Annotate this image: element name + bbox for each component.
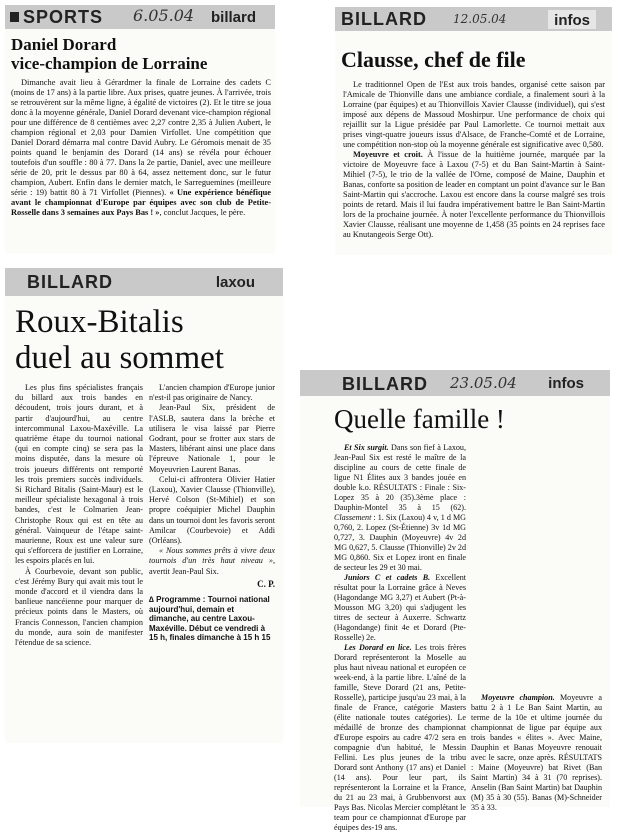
paragraph-lead: Moyeuvre et croit. [353,150,423,159]
section-band [300,370,610,396]
section-tag: infos [548,375,584,392]
section-band [5,5,275,29]
paragraph-4: Jean-Paul Six, président de l'ASLB, sautera dans la brèche et utilisera le visa laissé par Pierre Godrant, pour se frotter aux stars de Masters, libérant ainsi une place dans l'épreuve Nationale 1, pour le Moyeuvrien Laurent Banas. [149,403,275,474]
signature: C. P. [257,578,275,589]
article-body [343,80,605,240]
section-tag: laxou [215,274,255,291]
headline-line2: vice-champion de Lorraine [11,54,208,73]
text-six: Dans son fief à Laxou, Jean-Paul Six est resté le maître de la discipline au cours de cette finale de ligue N1 Élites aux 3 bandes jouée en double k.o. RÉSULTATS : Finale : Six-Lopez 35 à 20 (35).3ème place : Dauphin-Montel 35 à 15 (62). [334,443,466,512]
paragraph-5: Celui-ci affrontera Olivier Hatier (Laxou), Xavier Clausse (Thionville), Hervé Colson (St-Mihiel) et son propre coéquipier Michel Dauphin dans un tournoi dont les favoris seront Amilcar (Courbevoie) et Addi (Orléans). [149,474,275,546]
handwritten-date: 12.05.04 [453,12,507,26]
article-roux-bitalis [5,268,283,743]
section-tag: billard [211,9,257,26]
headline: Clausse, chef de file [341,47,526,72]
headline [15,304,224,376]
paragraph-3: L'ancien champion d'Europe junior n'est-il pas originaire de Nancy. [149,383,275,403]
quote-tail: , avertit Jean-Paul Six. [149,556,275,576]
headline [11,35,207,73]
headline-line1: Daniel Dorard [11,35,117,54]
lead-dorard: Les Dorard en lice. [344,643,412,652]
article-column-2 [471,443,602,813]
section-band [5,268,283,296]
paragraph-1: Le traditionnel Open de l'Est aux trois bandes, organisé cette saison par l'Amicale de Thionville dans une ambiance cordiale, a finalement souri à la Lorraine (par équipes) et au Thionvillois Xavier Clausse (individuel), qui s'est imposé aux dépens de Massoud Moshirpur. Une performance de choix qui rejaillit sur la Ligue présidée par Paul Lamorlette. Ce tournoi mettait aux prises vingt-quatre joueurs issus d'Alsace, de Franche-Comté et de Lorraine, une compétition non-stop où la moyenne générale est significative avec 0,580. [343,80,605,149]
headline-line2: duel au sommet [15,340,224,376]
paragraph-1: Les plus fins spécialistes français du billard aux trois bandes en découdent, trois jours durant, et à partir d'aujourd'hui, au centre intercommunal Laxou-Maxéville. La quatrième étape du tournoi national (qui en compte cinq) se sera pas la moins disputée, dans la mesure où trois joueurs différents ont remporté les trois premiers succès individuels. Si Richard Bitalis (Saint-Maur) est le meilleur spécialiste hexagonal à trois bandes, c'est le Colmarien Jean-Christophe Roux qui est en tête au général. Vainqueur de l'étape saint-maurienne, Roux est une valeur sure qui s'efforcera de justifier en Lorraine, les espoirs placés en lui. [15,383,143,566]
headline: Quelle famille ! [334,404,505,434]
section-label: SPORTS [23,7,104,27]
section-label: BILLARD [27,272,113,292]
article-column-2 [149,383,275,643]
text-dorard: Les trois frères Dorard représenteront la Moselle au plus haut niveau national et européen ce week-end, à la partie libre. L'aîné de la famille, Steve Dorard (21 ans, Petite-Rosselle), participe jusqu'au 23 mai, à la finale de France, catégorie Masters (élite nationale toutes catégories). Le médaillé de bronze des championnat d'Europe espoirs au cadre 47/2 sera en compagnie d'un habitué, le Messin Fellini. Les plus jeunes de la tribu Dorard sont Anthony (17 ans) et Daniel (14 ans). Pour leur part, ils représenteront la Lorraine et la France, du 21 au 23 mai, à Grubbenvorst aux Pays Bas. Nicolas Mercier complétant le team pour ce championnat d'Europe par équipes des-19 ans. [334,643,466,832]
text-moyeuvre: Moyeuvre a battu 2 à 1 Le Ban Saint Martin, au terme de la 10e et ultime journée du championnat de ligue par équipe aux trois bandes « élites ». Avec Maine, Dauphin et Banas Moyeuvre renouait avec le sacre, onze après. RÉSULTATS : Maine (Moyeuvre) bat Rivet (Ban Saint Martin) 34 à 31 (70 reprises). Anselin (Ban Saint Martin) bat Dauphin (M) 35 à 30 (55). Banas (M)-Schneider 35 à 33. [471,693,603,812]
quote: « Nous sommes prêts à vivre deux tournois d'un très haut niveau » [149,546,275,566]
article-quelle-famille [300,370,610,832]
quote: « Une expérience bénéfique avant le championnat d'Europe par équipes avec son club de Petite-Rosselle dans 3 semaines aux Pays Bas ! » [11,188,272,217]
classement-text: : 1. Six (Laxou) 4 v, 1 d MG 0,760, 2. Lopez (St-Étienne) 3v 1d MG 0,727, 3. Dauphin (Moyeuvre) 4v 2d MG 0,627, 5. Clausse (Thionville) 2v 2d MG 0,860. Six et Lopez iront en finale de secteur les 29 et 30 mai. [334,513,466,572]
article-clausse [335,7,612,255]
section-bullet [10,12,19,22]
body-text: Dimanche avait lieu à Gérardmer la finale de Lorraine des cadets C (moins de 17 ans) à la partie libre. Aux prises, quatre jeunes. À l'arrivée, trois se retrouvèrent sur la même ligne, à égalité de victoires (2). Et le titre se joua donc à la moyenne générale, Daniel Dorard devenant vice-champion régional pour une différence de 8 centièmes avec 2,27 contre 2,35 à Julien Aubert, le champion régional et 2,03 pour Damien Virfollet. Une compétition que Daniel Dorard démarra mal contre David Aubry. Le Géromois menait de 35 points quand le benjamin des Dorard (14 ans) se révéla pour échouer toutefois d'un souffle : 80 à 77. Dans la 2e partie, Daniel, avec une meilleure série de 20, prit le dessus par 80 à 64, assez nettement donc, sur le futur champion, Aubert. Enfin dans le dernier match, le Sarreguemines (meilleure série : 19) battit 80 à 71 Virfollet (Piennes). [11,78,271,197]
moyeuvre-paragraph [471,693,602,813]
programme-box: ∆ Programme : Tournoi national aujourd'hui, demain et dimanche, au centre Laxou-Maxéville. Début ce vendredi à 15 h, finales dimanche à 15 h 15 [149,595,271,643]
lead-juniors: Juniors C et cadets B. [344,573,431,582]
lead-six: Et Six surgit. [344,443,389,452]
article-column-1 [15,383,143,648]
paragraph-2: À Courbevoie, devant son public, c'est Jérémy Bury qui avait mis tout le monde d'accord et il viendra dans la banlieue nancéienne pour marquer de précieux points dans le Masters, où Francis Connesson, l'ancien champion du monde, aura soin de manifester l'étendue de sa science. [15,566,143,648]
quote-tail: , conclut Jacques, le père. [159,208,246,217]
classement-label: Classement [334,513,372,522]
text-juniors: Excellent résultat pour la Lorraine grâce à Neves (Hagondange MG 3,27) et Aubert (Pt-à-Mousson MG 3,20) qui s'adjugent les titres de secteur à Auxerre. Schwartz (Hagondange) finit 4e et Dorard (Pte-Rosselle) 2e. [334,573,466,642]
headline-line1: Roux-Bitalis [15,304,184,340]
section-label: BILLARD [341,9,427,29]
article-column-1 [334,443,466,833]
handwritten-date: 6.05.04 [133,6,195,25]
handwritten-date: 23.05.04 [450,374,517,392]
lead-moyeuvre: Moyeuvre champion. [481,693,555,702]
section-label: BILLARD [342,374,428,394]
paragraph-2: À l'issue de la huitième journée, marquée par la victoire de Moyeuvre face à Laxou (7-5) et du Ban Saint-Martin à Saint-Mihiel (7-5), le trio de la vallée de l'Orne, composé de Maine, Dauphin et Banas, conforte sa position de leader en comptant un point d'avance sur le Ban Saint-Martin qui s'accroche. Laxou est encore dans la course malgré ses trois points de retard. Mais il lui faudra impérativement battre le Ban Saint-Martin lors de la prochaine journée. À noter l'excellente performance du Thionvillois Xavier Clausse, réalisant une moyenne de 1,458 (35 points en 24 reprises face au Knutangeois Serge Ott). [343,150,606,239]
section-tag: infos [554,12,590,29]
article-dorard [5,5,275,253]
article-body [11,78,271,218]
section-tag-box [548,10,596,29]
section-band [335,7,612,31]
